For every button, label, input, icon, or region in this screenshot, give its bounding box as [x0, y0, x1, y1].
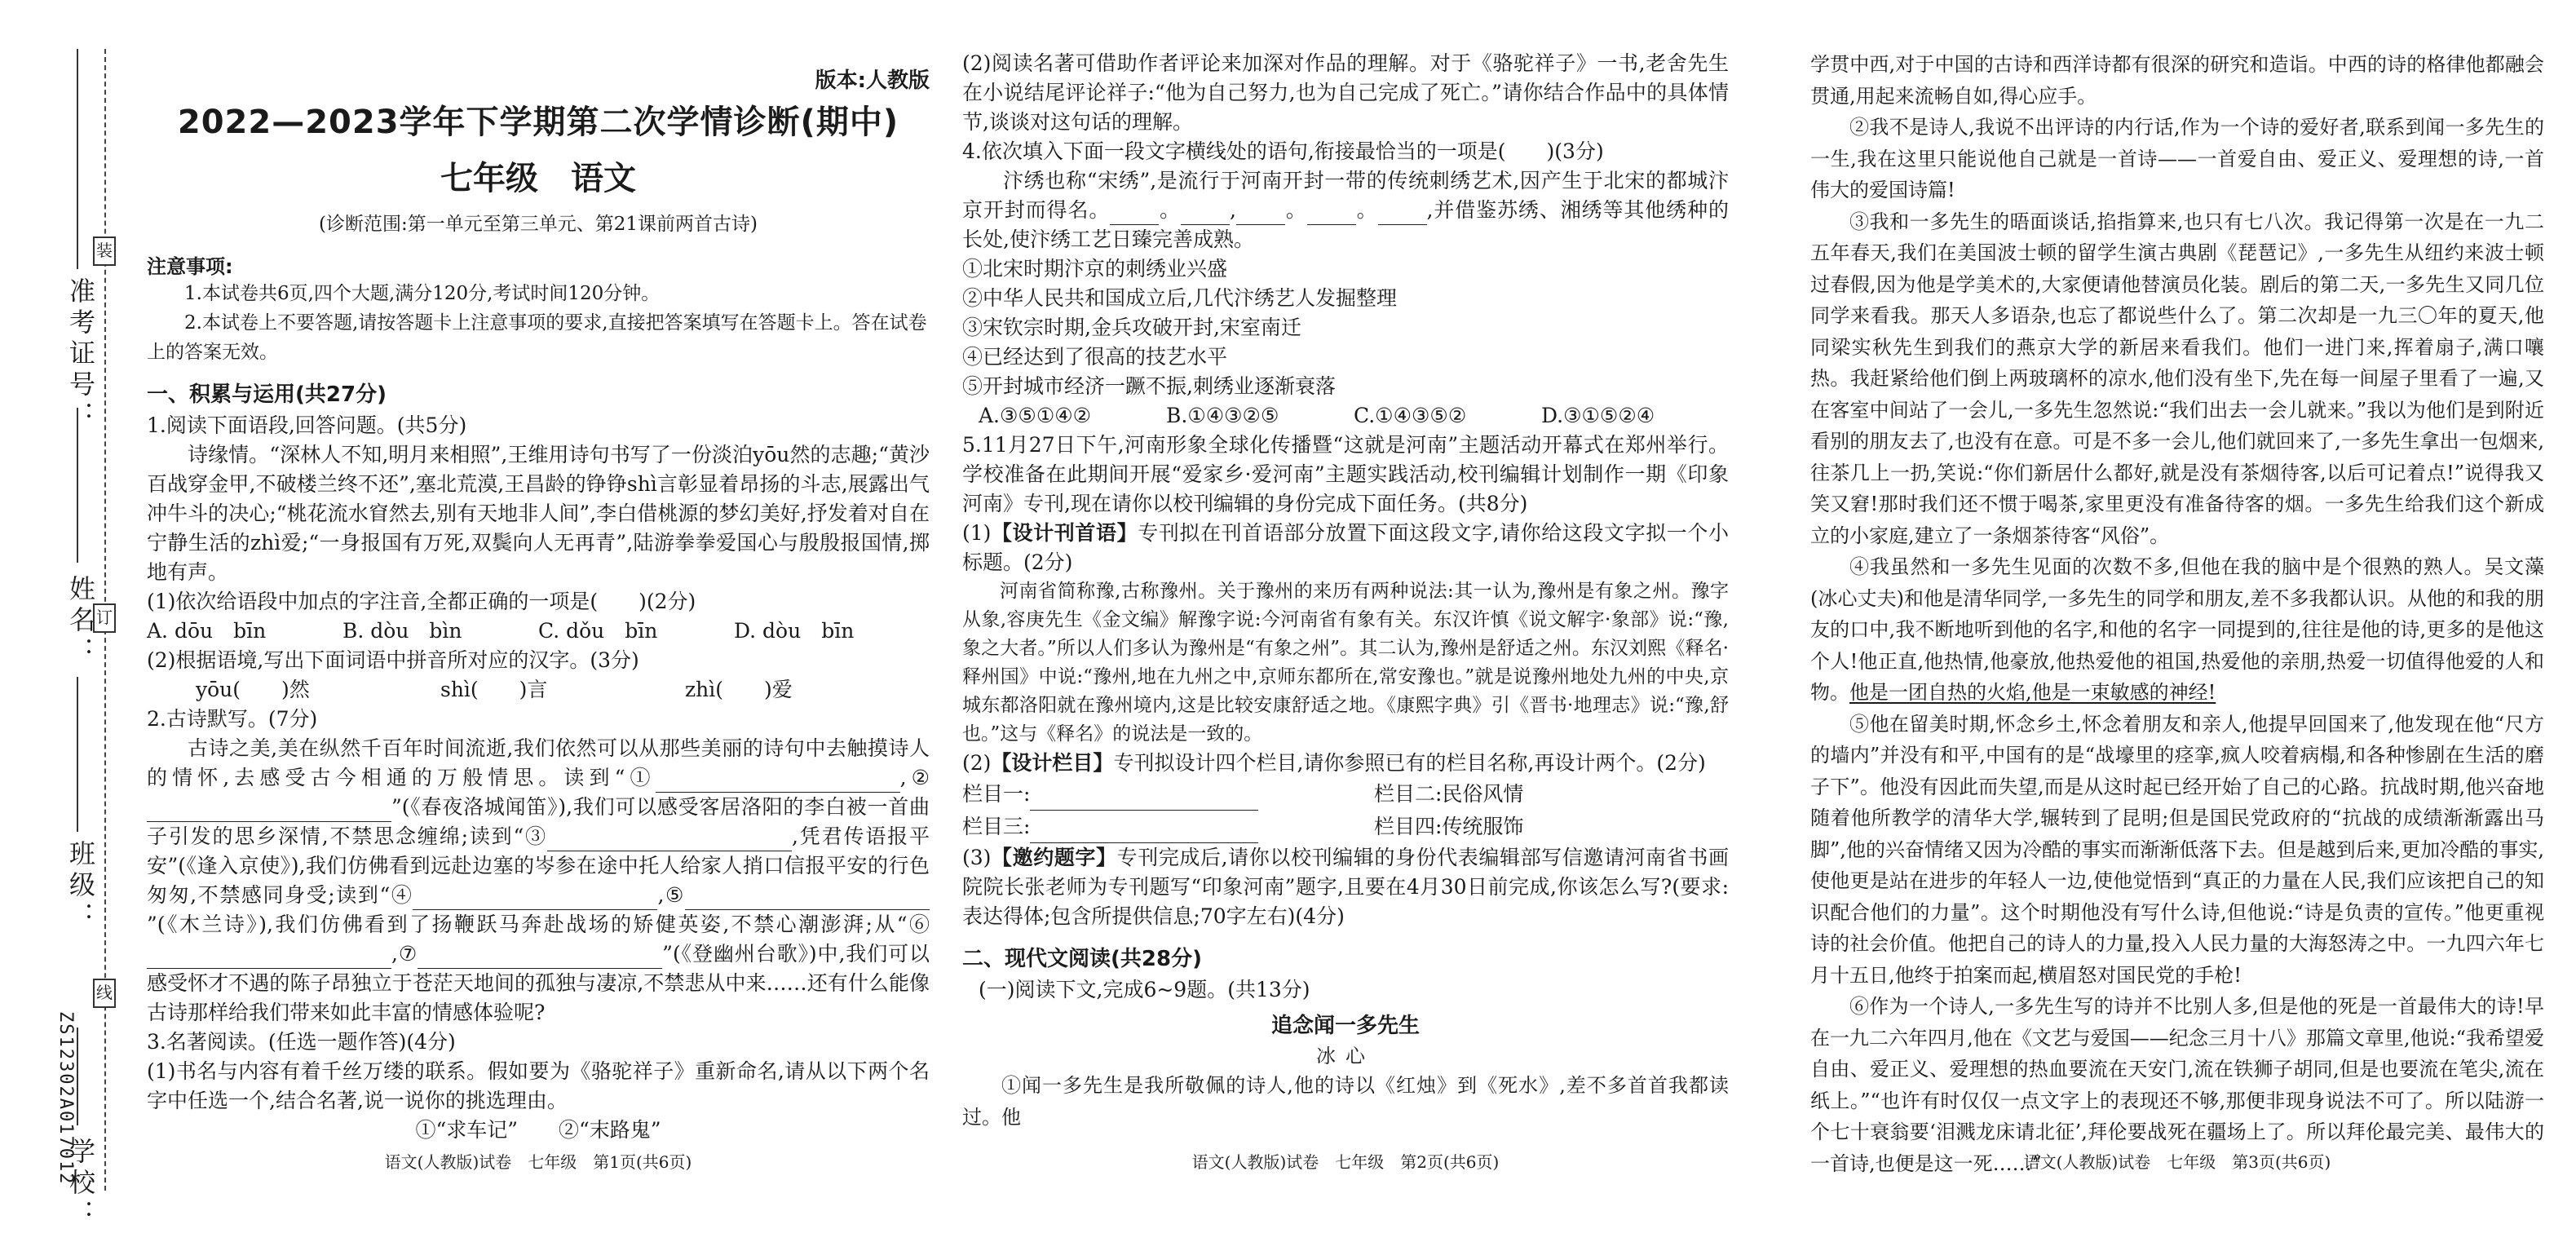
- question-5-stem: 5.11月27日下午,河南形象全球化传播暨“这就是河南”主题活动开幕式在郑州举行。学校准备在此期间开展“爱家乡·爱河南”主题实践活动,校刊编辑计划制作一期《印象河南》专刊,现在请你以校刊编辑的身份完成下面任务。(共8分): [962, 433, 1729, 515]
- serial-number: ZS12302A017012: [55, 1011, 76, 1186]
- column-1-label: 栏目一:: [962, 782, 1031, 806]
- question-3-sub-2: (2)阅读名著可借助作者评论来加深对作品的理解。对于《骆驼祥子》一书,老舍先生在小说结尾评论祥子:“他为自己努力,也为自己完成了死亡。”请你结合作品中的具体情节,谈谈对这句话的理解。: [962, 51, 1729, 134]
- question-4-choices: [962, 401, 1729, 431]
- task-tag: 【设计刊首语】: [991, 521, 1138, 545]
- underlined-sentence: 他是一团自热的火焰,他是一束敏感的神经!: [1849, 681, 2216, 704]
- article-paragraph: ②我不是诗人,我说不出评诗的内行话,作为一个诗的爱好者,联系到闻一多先生的一生,我在这里只能说他自己就是一首诗——一首爱自由、爱正义、爱理想的诗,一首伟大的爱国诗篇!: [1810, 116, 2544, 201]
- class-field[interactable]: [77, 677, 78, 832]
- column-3-blank[interactable]: [1030, 820, 1258, 843]
- column-names: [962, 778, 1729, 811]
- section-subheading: (一)阅读下文,完成6~9题。(共13分): [979, 978, 1310, 1001]
- q4-option: ②中华人民共和国成立后,几代汴绣艺人发掘整理: [962, 286, 1397, 310]
- exam-subtitle: 七年级 语文: [440, 160, 636, 197]
- section-heading: 一、积累与运用(共27分): [147, 382, 387, 407]
- question-2-passage: [147, 734, 930, 1028]
- column-names: [962, 811, 1729, 843]
- question-3-stem: 3.名著阅读。(任选一题作答)(4分): [147, 1030, 456, 1054]
- school-field[interactable]: [77, 1028, 78, 1125]
- blank-1[interactable]: [656, 770, 900, 793]
- blank-3[interactable]: [547, 829, 792, 851]
- q4-option: ⑤开封城市经济一蹶不振,刺绣业逐渐衰落: [962, 374, 1336, 398]
- pinyin-blank-2[interactable]: shì( )言: [440, 678, 548, 701]
- blank[interactable]: [1110, 202, 1159, 225]
- notice-item: 2.本试卷上不要答题,请按答题卡上注意事项的要求,直接把答案填写在答题卡上。答在试卷上的答案无效。: [147, 312, 927, 363]
- choice-c[interactable]: C. dǒu bīn: [538, 619, 658, 643]
- q2-text: ”(《登幽州台歌》)中,我们可以感受怀才不遇的陈子昂独立于苍茫天地间的孤独与凄凉,不禁悲从中来……还有什么能像古诗那样给我们带来如此丰富的情感体验呢?: [147, 942, 930, 1024]
- name-options: ①“求车记” ②“末路鬼”: [415, 1118, 661, 1142]
- question-1-sub-1: (1)依次给语段中加点的字注音,全都正确的一项是( )(2分): [147, 590, 696, 613]
- exam-title: 2022—2023学年下学期第二次学情诊断(期中): [177, 104, 899, 141]
- question-5-sub-2: (2)【设计栏目】专刊拟设计四个栏目,请你参照已有的栏目名称,再设计两个。(2分): [962, 751, 1706, 775]
- column-2-label: 栏目二:民俗风情: [1374, 782, 1524, 806]
- fold-mark: 线: [93, 979, 116, 1008]
- task-text: 专刊拟在刊首语部分放置下面这段文字,请你给这段文字拟一个小标题。(2分): [962, 521, 1729, 574]
- notice-item: 1.本试卷共6页,四个大题,满分120分,考试时间120分钟。: [184, 283, 661, 304]
- exam-number-label: 准考证号：: [65, 277, 96, 432]
- choice-c[interactable]: C.①④③⑤②: [1354, 404, 1467, 427]
- task-tag: 【设计栏目】: [991, 751, 1114, 775]
- page-1: [147, 49, 930, 1174]
- blank-2[interactable]: [147, 799, 391, 822]
- question-3-sub-1: (1)书名与内容有着千丝万缕的联系。假如要为《骆驼祥子》重新命名,请从以下两个名字中任选一个,结合名著,说一说你的挑选理由。: [147, 1059, 930, 1112]
- article-paragraph: ①闻一多先生是我所敬佩的诗人,他的诗以《红烛》到《死水》,差不多首首我都读过。他: [962, 1074, 1729, 1129]
- article-paragraph: 学贯中西,对于中国的古诗和西洋诗都有很深的研究和造诣。中西的诗的格律他都融会贯通,用起来流畅自如,得心应手。: [1810, 53, 2544, 108]
- q2-text: ”(《春夜洛城闻笛》),我们可以感受客居洛阳的李白被一首曲子引发的思乡深情,不禁思念缠绵;读到“③: [147, 795, 930, 848]
- task-text: 专刊拟设计四个栏目,请你参照已有的栏目名称,再设计两个。(2分): [1113, 751, 1706, 775]
- q2-text: ,凭君传语报平安”(《逢入京使》),我们仿佛看到远赴边塞的岑参在途中托人给家人捎口信报平安的行色匆匆,不禁感同身受;读到“④: [147, 824, 930, 907]
- pinyin-blank-1[interactable]: yōu( )然: [196, 678, 310, 701]
- exam-number-field[interactable]: [77, 49, 78, 269]
- blank-5[interactable]: [685, 887, 930, 910]
- paragraph-text: ④我虽然和一多先生见面的次数不多,但他在我的脑中是个很熟的熟人。吴文藻(冰心丈夫)和他是清华同学,一多先生的同学和朋友,差不多我都认识。从他的和我的朋友的口中,我不断地听到他的名字,和他的名字一同提到的,往往是他的诗,更多的是他这个人!他正直,他热情,他豪放,他热爱他的祖国,热爱他的亲朋,热爱一切值得他爱的人和物。: [1810, 555, 2544, 704]
- article-paragraph: ⑥作为一个诗人,一多先生写的诗并不比别人多,但是他的死是一首最伟大的诗!早在一九二六年四月,他在《文艺与爱国——纪念三月十八》那篇文章里,他说:“我希望爱自由、爱正义、爱理想的热血要流在天安门,流在铁狮子胡同,但是也要流在笔尖,流在纸上。”“也许有时仅仅一点文字上的表现还不够,那便非现身说法不可了。所以陆游一个七十衰翁要‘泪溅龙床请北征’,拜伦要战死在疆场上了。所以拜伦最完美、最伟大的一首诗,也便是这一死……”: [1810, 995, 2544, 1174]
- q2-text: ,⑦: [391, 942, 418, 966]
- page-footer: 语文(人教版)试卷 七年级 第3页(共6页): [2023, 1152, 2331, 1172]
- page-2: [962, 49, 1729, 1174]
- column-4-label: 栏目四:传统服饰: [1374, 815, 1524, 838]
- fold-mark: 装: [93, 236, 116, 266]
- exam-scope: (诊断范围:第一单元至第三单元、第21课前两首古诗): [319, 214, 758, 235]
- blank-4[interactable]: [413, 887, 657, 910]
- choice-b[interactable]: B. dòu bìn: [342, 619, 462, 643]
- q4-option: ①北宋时期汴京的刺绣业兴盛: [962, 257, 1228, 281]
- blank[interactable]: [1236, 202, 1285, 225]
- task-tag: 【邀约题字】: [991, 846, 1117, 869]
- school-label: 学校：: [65, 1138, 96, 1231]
- article-paragraph: [1810, 551, 2544, 709]
- task-text: 专刊完成后,请你以校刊编辑的身份代表编辑部写信邀请河南省书画院院长张老师为专刊题写“印象河南”题字,且要在4月30日前完成,你该怎么写?(要求:表达得体;包含所提供信息;70字左右)(4分): [962, 846, 1729, 928]
- page-footer: 语文(人教版)试卷 七年级 第2页(共6页): [1191, 1152, 1500, 1172]
- question-5-sub-3: (3)【邀约题字】专刊完成后,请你以校刊编辑的身份代表编辑部写信邀请河南省书画院院长张老师为专刊题写“印象河南”题字,且要在4月30日前完成,你该怎么写?(要求:表达得体;包含所提供信息;70字左右)(4分): [962, 846, 1729, 928]
- version-label: 版本:人教版: [815, 69, 930, 93]
- q2-text: 古诗之美,美在纵然千百年时间流逝,我们依然可以从那些美丽的诗句中去触摸诗人的情怀,去感受古今相通的万般情思。读到“①: [147, 736, 930, 789]
- blank-7[interactable]: [418, 946, 662, 969]
- column-3-label: 栏目三:: [962, 815, 1031, 838]
- question-5-passage: 河南省简称豫,古称豫州。关于豫州的来历有两种说法:其一认为,豫州是有象之州。豫字从象,容庚先生《金文编》解豫字说:今河南省有象有关。东汉许慎《说文解字·象部》说:“豫,象之大者。”所以人们多认为豫州是“有象之州”。其二认为,豫州是舒适之州。东汉刘熙《释名·释州国》中说:“豫州,地在九州之中,京师东都所在,常安豫也。”就是说豫州地处九州的中央,京城东都洛阳就在豫州境内,这是比较安康舒适之地。《康熙字典》引《晋书·地理志》说:“豫,舒也。”这与《释名》的说法是一致的。: [962, 581, 1729, 745]
- q4-option: ③宋钦宗时期,金兵攻破开封,宋室南迁: [962, 316, 1301, 339]
- question-2-stem: 2.古诗默写。(7分): [147, 707, 318, 731]
- name-field[interactable]: [77, 408, 78, 563]
- article-paragraph: ⑤他在留美时期,怀念乡土,怀念着朋友和亲人,他提早回国来了,他发现在他“尺方的墙内”并没有和平,中国有的是“战壕里的痉挛,疯人咬着病榻,和各种惨剧在生活的磨子下”。他没有因此而失望,而是从这时起已经开始了自己的心路。抗战时期,他兴奋地随着他所教学的清华大学,辗转到了昆明;但是国民党政府的“抗战的成绩渐渐露出马脚”,他的兴奋情绪又因为冷酷的事实而渐渐低落下去。但是越到后来,更加冷酷的事实,使他更是站在进步的年轻人一边,使他觉悟到“真正的力量在人民,我们应该把自己的知识配合他们的力量”。这个时期他没有写什么诗,但他说:“诗是负责的宣传。”他更重视诗的社会价值。他把自己的诗人的力量,投入人民力量的大海怒涛之中。一九四六年七月十五日,他终于拍案而起,横眉怒对国民党的手枪!: [1810, 712, 2544, 987]
- section-heading: 二、现代文阅读(共28分): [962, 947, 1202, 971]
- fold-mark: 订: [93, 603, 116, 633]
- blank[interactable]: [1181, 202, 1230, 225]
- page-3: [1810, 49, 2544, 1174]
- q2-text: ,②: [899, 766, 930, 789]
- q2-text: ”(《木兰诗》),我们仿佛看到了扬鞭跃马奔赴战场的矫健英姿,不禁心潮澎湃;从“⑥: [147, 913, 930, 936]
- question-5-sub-1: (1)【设计刊首语】专刊拟在刊首语部分放置下面这段文字,请你给这段文字拟一个小标题。(2分): [962, 521, 1729, 574]
- pinyin-blank-3[interactable]: zhì( )爱: [685, 678, 793, 701]
- column-1-blank[interactable]: [1030, 788, 1258, 811]
- notice-heading: 注意事项:: [147, 255, 233, 278]
- q2-text: ,⑤: [657, 883, 685, 907]
- question-1-stem: 1.阅读下面语段,回答问题。(共5分): [147, 413, 467, 437]
- page-footer: 语文(人教版)试卷 七年级 第1页(共6页): [384, 1152, 692, 1172]
- choice-d[interactable]: D. dòu bīn: [734, 619, 855, 643]
- choice-b[interactable]: B.①④③②⑤: [1166, 404, 1279, 427]
- q4-text: ,并借鉴苏绣、湘绣等其他绣种的长处,使汴绣工艺日臻完善成熟。: [962, 198, 1729, 251]
- choice-a[interactable]: A. dōu bīn: [147, 619, 267, 643]
- q4-option: ④已经达到了很高的技艺水平: [962, 345, 1228, 369]
- binding-strip: [0, 0, 130, 1242]
- blank[interactable]: [1307, 202, 1356, 225]
- pinyin-blanks: [147, 675, 930, 705]
- name-label: 姓名：: [65, 575, 96, 668]
- question-1-sub-2: (2)根据语境,写出下面词语中拼音所对应的汉字。(3分): [147, 648, 639, 672]
- choice-d[interactable]: D.③①⑤②④: [1541, 404, 1655, 427]
- class-label: 班级：: [65, 840, 96, 933]
- question-1-passage: 诗缘情。“深林人不知,明月来相照”,王维用诗句书写了一份淡泊yōu然的志趣;“黄沙百战穿金甲,不破楼兰终不还”,塞北荒漠,王昌龄的铮铮shì言彰显着昂扬的斗志,展露出气冲牛斗的决心;“桃花流水窅然去,别有天地非人间”,李白借桃源的梦幻美好,抒发着对自在宁静生活的zhì爱;“一身报国有万死,双鬓向人无再青”,陆游拳拳爱国心与殷殷报国情,掷地有声。: [147, 443, 930, 584]
- question-1-choices: [147, 617, 930, 646]
- article-title: 追念闻一多先生: [1270, 1014, 1420, 1038]
- article-paragraph: ③我和一多先生的晤面谈话,掐指算来,也只有七八次。我记得第一次是在一九二五年春天,我们在美国波士顿的留学生演古典剧《琵琶记》,一多先生从纽约来波士顿过春假,因为他是学美术的,大家便请他替演员化装。剧后的第二天,一多先生又同几位同学来看我。那天人多语杂,也忘了都说些什么了。第二次却是一九三〇年的夏天,他同梁实秋先生到我们的燕京大学的新居来看我们。他们一进门来,挥着扇子,满口嚷热。我赶紧给他们倒上两玻璃杯的凉水,他们没有坐下,先在每一间屋子里看了一遍,又在客室中间站了一会儿,一多先生忽然说:“我们出去一会儿就来。”我以为他们是到附近看别的朋友去了,也没有在意。可是不多一会儿,他们就回来了,一多先生拿出一包烟来,往茶几上一扔,笑说:“你们新居什么都好,就是没有茶烟待客,以后可记着点!”说得我又笑又窘!那时我们还不惯于喝茶,家里更没有准备待客的烟。一多先生给我们这个新成立的小家庭,建立了一条烟茶待客“风俗”。: [1810, 210, 2544, 547]
- q4-text: 汴绣也称“宋绣”,是流行于河南开封一带的传统刺绣艺术,因产生于北宋的都城汴京开封而得名。: [962, 169, 1729, 222]
- question-4-stem: 4.依次填入下面一段文字横线处的语句,衔接最恰当的一项是( )(3分): [962, 139, 1604, 163]
- question-4-passage: 汴绣也称“宋绣”,是流行于河南开封一带的传统刺绣艺术,因产生于北宋的都城汴京开封而得名。 。 , 。 。 ,并借鉴苏绣、湘绣等其他绣种的长处,使汴绣工艺日臻完善成熟。: [962, 169, 1729, 251]
- blank-6[interactable]: [147, 946, 391, 969]
- blank[interactable]: [1378, 202, 1427, 225]
- article-author: 冰心: [1316, 1045, 1375, 1067]
- choice-a[interactable]: A.③⑤①④②: [979, 404, 1092, 427]
